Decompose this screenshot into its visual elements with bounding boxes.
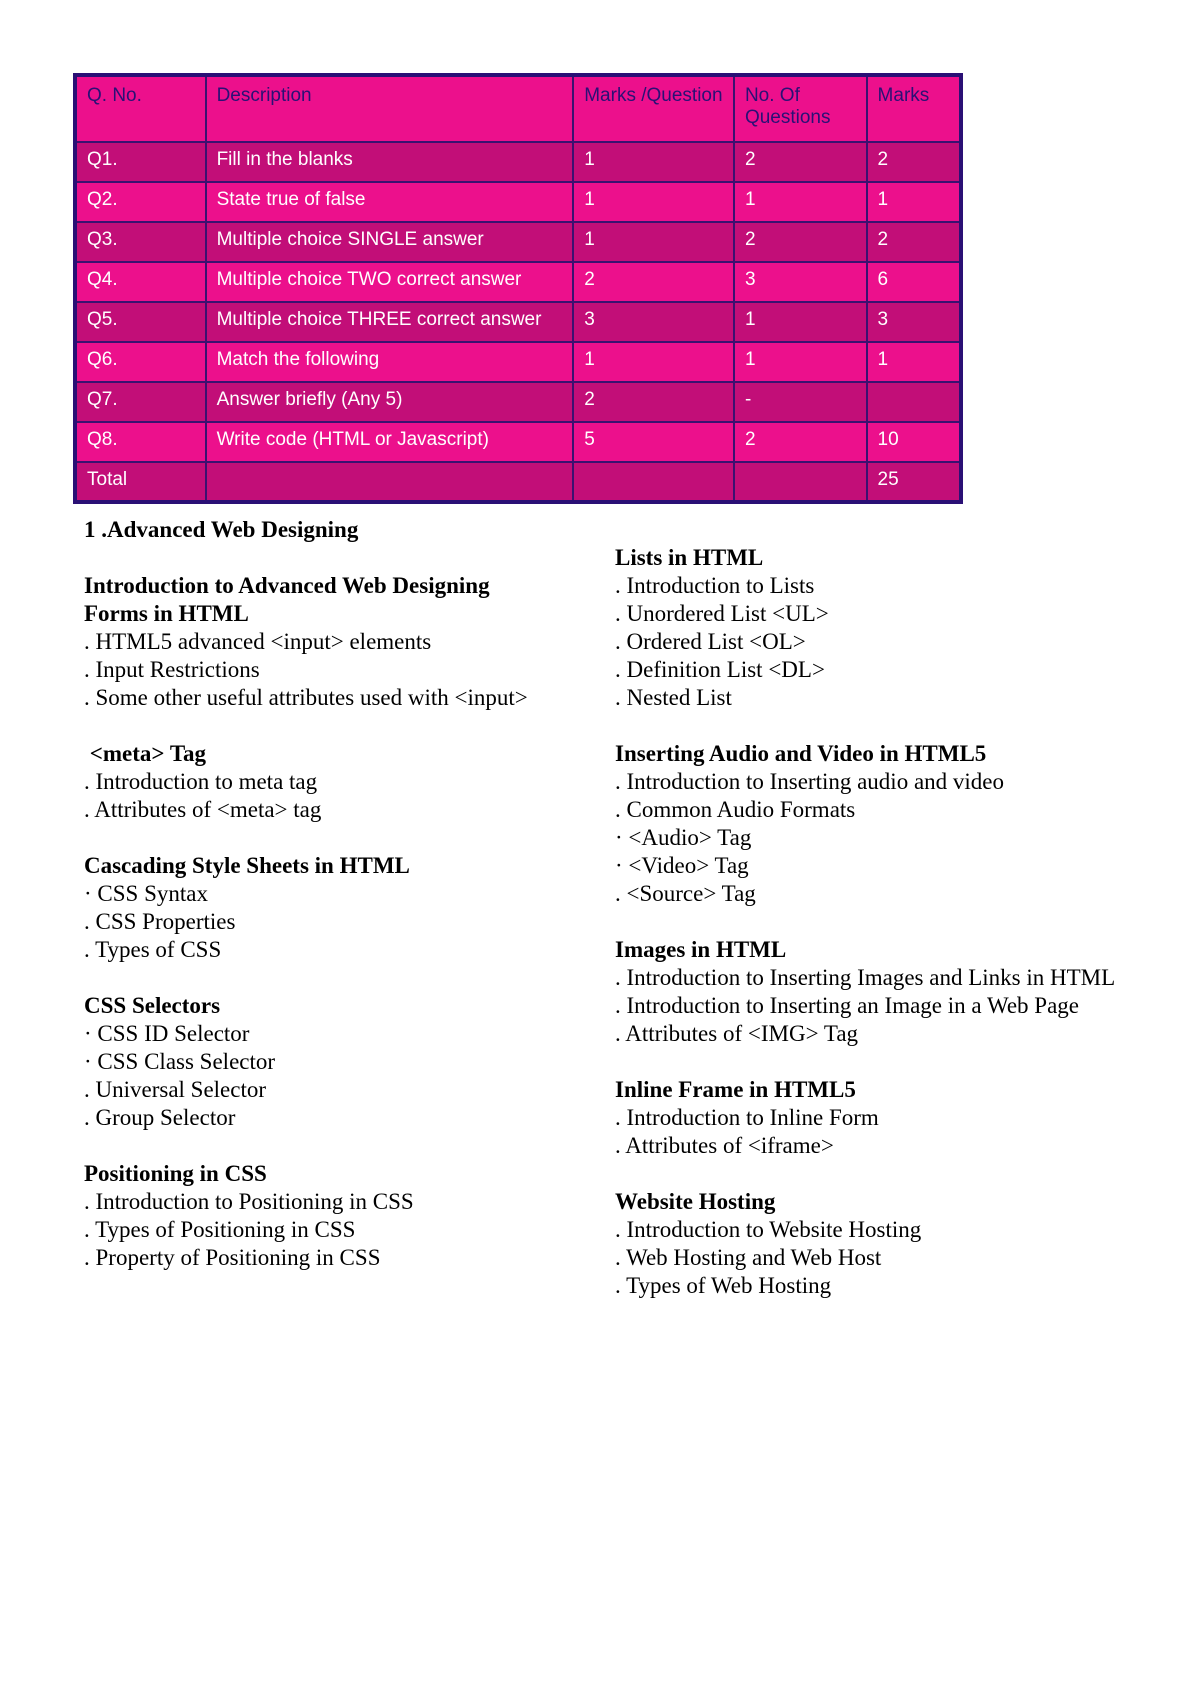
- section-item: . Nested List: [615, 685, 732, 710]
- cell-description: Match the following: [206, 342, 574, 382]
- section-item: · <Video> Tag: [615, 853, 749, 878]
- syllabus-section: [615, 740, 1135, 908]
- cell-description: Multiple choice SINGLE answer: [206, 222, 574, 262]
- section-item: . Introduction to meta tag: [84, 769, 318, 794]
- section-item: . Web Hosting and Web Host: [615, 1245, 882, 1270]
- marks-distribution-table: [73, 73, 963, 504]
- syllabus-section: [615, 1076, 1135, 1160]
- syllabus-left-column: [84, 516, 604, 1300]
- cell-marks: 3: [867, 302, 961, 342]
- syllabus-section: [84, 992, 604, 1132]
- cell-marks-per-question: 2: [573, 382, 734, 422]
- section-title: Inline Frame in HTML5: [615, 1077, 856, 1102]
- cell-marks: [867, 382, 961, 422]
- cell-description: Multiple choice THREE correct answer: [206, 302, 574, 342]
- cell-no-of-questions: 2: [734, 222, 867, 262]
- header-marks: Marks: [867, 75, 961, 142]
- cell-marks: 10: [867, 422, 961, 462]
- cell-marks-per-question: [573, 462, 734, 502]
- table-row: [75, 422, 961, 462]
- section-title: Positioning in CSS: [84, 1161, 267, 1186]
- cell-qno: Q5.: [75, 302, 206, 342]
- syllabus-section: [615, 1188, 1135, 1300]
- cell-no-of-questions: 1: [734, 342, 867, 382]
- section-item: . Introduction to Inserting Images and Links in HTML: [615, 965, 1116, 990]
- cell-qno: Q3.: [75, 222, 206, 262]
- section-title: Images in HTML: [615, 937, 787, 962]
- table-row: [75, 342, 961, 382]
- section-item: . Types of CSS: [84, 937, 222, 962]
- section-item: . Types of Web Hosting: [615, 1273, 832, 1298]
- section-title: Website Hosting: [615, 1189, 776, 1214]
- syllabus-right-column: [615, 544, 1135, 1328]
- section-item: · <Audio> Tag: [615, 825, 752, 850]
- section-item: . Unordered List <UL>: [615, 601, 829, 626]
- cell-marks-per-question: 3: [573, 302, 734, 342]
- table-row: [75, 462, 961, 502]
- cell-marks: 2: [867, 222, 961, 262]
- cell-no-of-questions: 2: [734, 422, 867, 462]
- cell-no-of-questions: 1: [734, 182, 867, 222]
- section-item: . Input Restrictions: [84, 657, 260, 682]
- table-header-row: [75, 75, 961, 142]
- cell-description: Multiple choice TWO correct answer: [206, 262, 574, 302]
- section-item: . Attributes of <iframe>: [615, 1133, 834, 1158]
- section-item: · CSS Class Selector: [84, 1049, 276, 1074]
- section-item: . <Source> Tag: [615, 881, 756, 906]
- section-item: . HTML5 advanced <input> elements: [84, 629, 432, 654]
- section-item: . CSS Properties: [84, 909, 236, 934]
- section-item: . Some other useful attributes used with <input>: [84, 685, 528, 710]
- cell-marks: 2: [867, 142, 961, 182]
- table-row: [75, 222, 961, 262]
- header-marks-per-question: Marks /Question: [573, 75, 734, 142]
- cell-qno: Q1.: [75, 142, 206, 182]
- cell-marks: 1: [867, 182, 961, 222]
- cell-qno: Total: [75, 462, 206, 502]
- table-row: [75, 142, 961, 182]
- cell-description: State true of false: [206, 182, 574, 222]
- cell-no-of-questions: 1: [734, 302, 867, 342]
- section-item: . Ordered List <OL>: [615, 629, 806, 654]
- table-row: [75, 182, 961, 222]
- section-item: . Property of Positioning in CSS: [84, 1245, 381, 1270]
- cell-description: Answer briefly (Any 5): [206, 382, 574, 422]
- syllabus-section: [84, 852, 604, 964]
- syllabus-section: [84, 1160, 604, 1272]
- section-title: CSS Selectors: [84, 993, 221, 1018]
- table-row: [75, 382, 961, 422]
- section-title: Inserting Audio and Video in HTML5: [615, 741, 987, 766]
- cell-no-of-questions: 2: [734, 142, 867, 182]
- cell-description: Fill in the blanks: [206, 142, 574, 182]
- cell-description: Write code (HTML or Javascript): [206, 422, 574, 462]
- cell-qno: Q8.: [75, 422, 206, 462]
- section-item: . Introduction to Inserting an Image in a Web Page: [615, 993, 1079, 1018]
- cell-marks: 1: [867, 342, 961, 382]
- syllabus-section: [84, 740, 604, 824]
- section-item: · CSS Syntax: [84, 881, 208, 906]
- syllabus-heading: 1 .Advanced Web Designing: [84, 517, 359, 542]
- syllabus-section: [615, 544, 1135, 712]
- section-item: . Attributes of <IMG> Tag: [615, 1021, 859, 1046]
- cell-qno: Q4.: [75, 262, 206, 302]
- cell-marks-per-question: 1: [573, 182, 734, 222]
- cell-marks-per-question: 1: [573, 342, 734, 382]
- section-item: . Introduction to Inline Form: [615, 1105, 879, 1130]
- cell-no-of-questions: -: [734, 382, 867, 422]
- section-item: . Introduction to Positioning in CSS: [84, 1189, 414, 1214]
- section-item: . Types of Positioning in CSS: [84, 1217, 356, 1242]
- table-row: [75, 302, 961, 342]
- section-item: . Group Selector: [84, 1105, 236, 1130]
- syllabus-section: [84, 572, 604, 600]
- cell-marks-per-question: 1: [573, 222, 734, 262]
- cell-no-of-questions: [734, 462, 867, 502]
- cell-qno: Q2.: [75, 182, 206, 222]
- cell-marks-per-question: 1: [573, 142, 734, 182]
- section-title: Cascading Style Sheets in HTML: [84, 853, 410, 878]
- section-item: · CSS ID Selector: [84, 1021, 250, 1046]
- section-item: . Attributes of <meta> tag: [84, 797, 322, 822]
- table-row: [75, 262, 961, 302]
- header-no-of-questions: No. Of Questions: [734, 75, 867, 142]
- cell-qno: Q7.: [75, 382, 206, 422]
- section-item: . Definition List <DL>: [615, 657, 825, 682]
- section-title: Forms in HTML: [84, 601, 249, 626]
- cell-qno: Q6.: [75, 342, 206, 382]
- section-item: . Introduction to Inserting audio and video: [615, 769, 1005, 794]
- header-qno: Q. No.: [75, 75, 206, 142]
- syllabus-section: [615, 936, 1135, 1048]
- syllabus-section: [84, 600, 604, 712]
- section-item: . Introduction to Website Hosting: [615, 1217, 922, 1242]
- cell-marks: 25: [867, 462, 961, 502]
- section-title: <meta> Tag: [84, 741, 207, 766]
- section-title: Introduction to Advanced Web Designing: [84, 573, 490, 598]
- cell-marks-per-question: 5: [573, 422, 734, 462]
- cell-no-of-questions: 3: [734, 262, 867, 302]
- section-title: Lists in HTML: [615, 545, 764, 570]
- cell-description: [206, 462, 574, 502]
- cell-marks-per-question: 2: [573, 262, 734, 302]
- section-item: . Introduction to Lists: [615, 573, 815, 598]
- header-description: Description: [206, 75, 574, 142]
- cell-marks: 6: [867, 262, 961, 302]
- section-item: . Universal Selector: [84, 1077, 267, 1102]
- section-item: . Common Audio Formats: [615, 797, 856, 822]
